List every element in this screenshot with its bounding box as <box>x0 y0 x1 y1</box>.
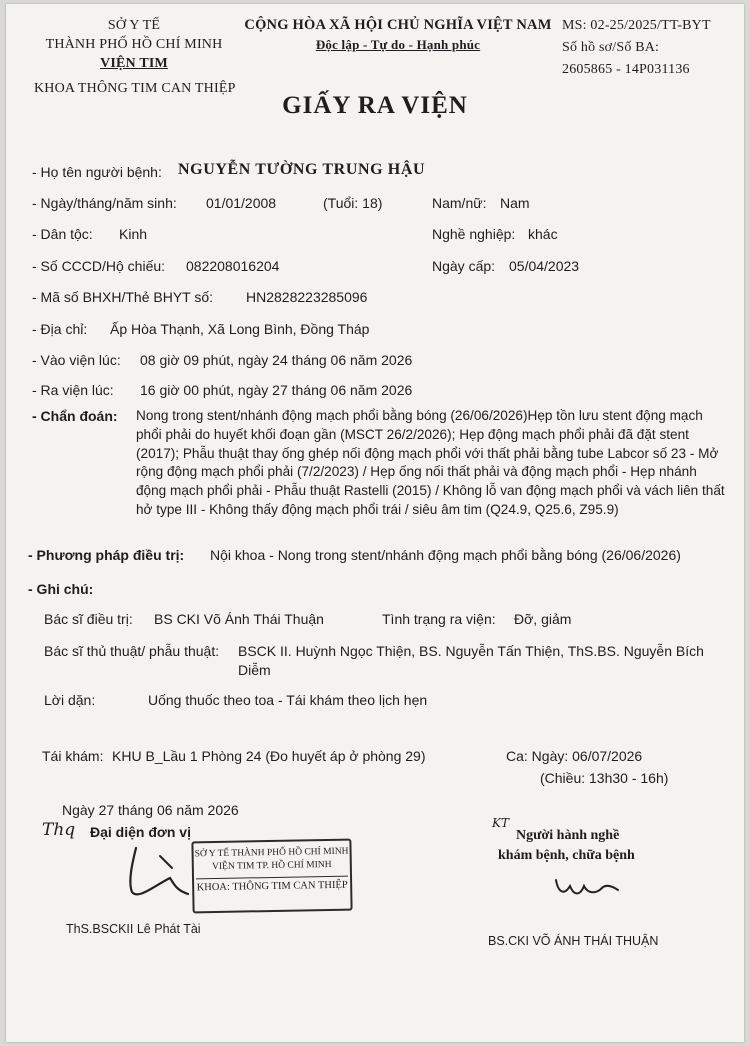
discharge-label: - Ra viện lúc: <box>32 382 114 398</box>
record-value: 2605865 - 14P031136 <box>562 62 690 77</box>
dob-label: - Ngày/tháng/năm sinh: <box>32 195 177 211</box>
left-initials: Thq <box>42 820 76 840</box>
insurance-value: HN2828223285096 <box>246 289 368 305</box>
followup-date: Ca: Ngày: 06/07/2026 <box>506 748 643 764</box>
discharge-value: 16 giờ 00 phút, ngày 27 tháng 06 năm 2026 <box>140 382 413 398</box>
nation-motto: Độc lập - Tự do - Hạnh phúc <box>315 37 481 52</box>
doctor-value: BS CKI Võ Ánh Thái Thuận <box>154 611 324 627</box>
advice-label: Lời dặn: <box>44 692 96 708</box>
patient-name: NGUYỄN TƯỜNG TRUNG HẬU <box>178 161 426 178</box>
treatment-value: Nội khoa - Nong trong stent/nhánh động mạch phổi bằng bóng (26/06/2026) <box>210 547 681 563</box>
header-left-line4: KHOA THÔNG TIM CAN THIỆP <box>34 81 236 96</box>
document-title: GIẤY RA VIỆN <box>282 92 468 119</box>
header-left-line1: SỞ Y TẾ <box>107 18 161 33</box>
left-signer-name: ThS.BSCKII Lê Phát Tài <box>66 922 201 936</box>
sex-value: Nam <box>500 195 530 211</box>
dob-value: 01/01/2008 <box>206 195 277 211</box>
followup-location: KHU B_Lầu 1 Phòng 24 (Đo huyết áp ở phòng 29) <box>112 748 426 764</box>
header-center <box>242 16 554 54</box>
discharge-status-value: Đỡ, giảm <box>514 611 572 627</box>
job-value: khác <box>528 226 558 242</box>
nation-name: CỘNG HÒA XÃ HỘI CHỦ NGHĨA VIỆT NAM <box>244 17 552 33</box>
right-mark: KT <box>492 816 509 830</box>
id-label: - Số CCCD/Hộ chiếu: <box>32 258 166 274</box>
address-value: Ấp Hòa Thạnh, Xã Long Bình, Đồng Tháp <box>110 321 370 337</box>
followup-time: (Chiều: 13h30 - 16h) <box>540 770 669 786</box>
form-code: MS: 02-25/2025/TT-BYT <box>562 18 711 33</box>
id-value: 082208016204 <box>186 258 280 274</box>
unit-representative-role: Đại diện đơn vị <box>90 824 191 840</box>
record-label: Số hồ sơ/Số BA: <box>562 40 660 55</box>
department-stamp <box>191 839 352 914</box>
stamp-line2: VIỆN TIM TP. HỒ CHÍ MINH <box>212 859 332 873</box>
admission-label: - Vào viện lúc: <box>32 352 121 368</box>
surgeon-label: Bác sĩ thủ thuật/ phẫu thuật: <box>44 643 220 659</box>
practitioner-role-line2: khám bệnh, chữa bệnh <box>498 848 635 863</box>
header-left-line2: THÀNH PHỐ HỒ CHÍ MINH <box>45 37 223 52</box>
left-signature-icon <box>114 842 202 902</box>
address-label: - Địa chỉ: <box>32 321 88 337</box>
advice-value: Uống thuốc theo toa - Tái khám theo lịch hẹn <box>148 692 428 708</box>
header-right <box>562 16 711 79</box>
notes-label: - Ghi chú: <box>28 581 94 597</box>
admission-value: 08 giờ 09 phút, ngày 24 tháng 06 năm 2026 <box>140 352 413 368</box>
surgeon-value: BSCK II. Huỳnh Ngọc Thiện, BS. Nguyễn Tấn Thiện, ThS.BS. Nguyễn Bích Diễm <box>238 643 704 678</box>
header-left-line3: VIỆN TIM <box>100 56 168 71</box>
right-signature-icon <box>552 872 622 902</box>
diagnosis-text: Nong trong stent/nhánh động mạch phổi bằng bóng (26/06/2026)Hẹp tồn lưu stent động mạch phổi phải do huyết khối đoạn gần (MSCT 26/2/2026); Hẹp động mạch phổi phải đã đặt stent (2017); Phẫu thuật thay ống ghép nối động mạch phổi với thất phải bằng tube Labcor số 23 - Mở rộng động mạch phổi phải (7/2/2023) / Hẹp ống nối thất phải và động mạch phổi - Hẹp nhánh động mạch phổi phải - Phẫu thuật Rastelli (2015) / Không lỗ van động mạch phổi và vách liên thất hở type III - Không thấy động mạch phổi trái / siêu âm tim (Q24.9, Q25.6, Z95.9) <box>136 408 725 517</box>
practitioner-role-line1: Người hành nghề <box>516 828 620 843</box>
doctor-label: Bác sĩ điều trị: <box>44 611 133 627</box>
discharge-status-label: Tình trạng ra viện: <box>382 611 496 627</box>
discharge-paper <box>6 4 744 1042</box>
stamp-line3: KHOA: THÔNG TIM CAN THIỆP <box>196 876 348 895</box>
issue-date-value: 05/04/2023 <box>509 258 580 274</box>
ethnic-label: - Dân tộc: <box>32 226 93 242</box>
ethnic-value: Kinh <box>119 226 148 242</box>
patient-name-label: - Họ tên người bệnh: <box>32 164 162 180</box>
issue-date-label: Ngày cấp: <box>432 258 496 274</box>
followup-label: Tái khám: <box>42 748 104 764</box>
sign-date: Ngày 27 tháng 06 năm 2026 <box>62 802 239 818</box>
sex-label: Nam/nữ: <box>432 195 487 211</box>
age-value: (Tuổi: 18) <box>323 195 383 211</box>
job-label: Nghề nghiệp: <box>432 226 516 242</box>
treatment-label: - Phương pháp điều trị: <box>28 547 185 563</box>
stamp-line1: SỞ Y TẾ THÀNH PHỐ HỒ CHÍ MINH <box>194 846 349 860</box>
header-left <box>34 16 234 98</box>
diagnosis-label: - Chẩn đoán: <box>32 408 118 424</box>
patient-name-row <box>32 162 162 183</box>
right-signer-name: BS.CKI VÕ ÁNH THÁI THUẬN <box>488 934 659 948</box>
insurance-label: - Mã số BHXH/Thẻ BHYT số: <box>32 289 214 305</box>
